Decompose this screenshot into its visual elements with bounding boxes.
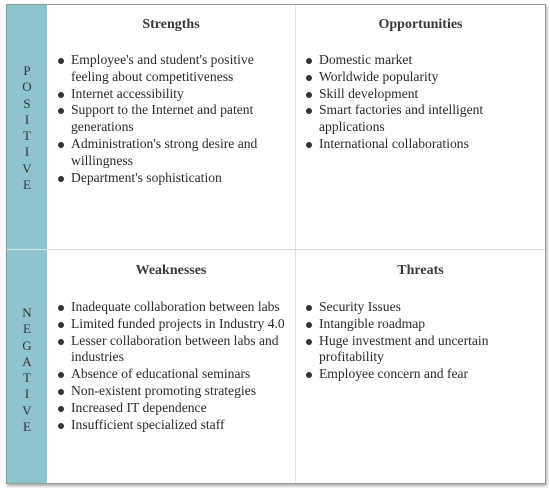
positive-label bbox=[7, 63, 47, 193]
list-item-text: Intangible roadmap bbox=[319, 315, 426, 331]
negative-letter: E bbox=[23, 321, 31, 337]
list-item-text: Absence of educational seminars bbox=[71, 366, 251, 382]
positive-letter: V bbox=[22, 160, 32, 176]
positive-letter: O bbox=[22, 79, 32, 95]
list-item bbox=[57, 299, 289, 316]
weaknesses-title: Weaknesses bbox=[135, 263, 207, 278]
list-item bbox=[305, 316, 541, 333]
list-item-text: Employee concern and fear bbox=[319, 366, 469, 382]
list-item-text: International collaborations bbox=[319, 135, 469, 151]
bullet-icon bbox=[306, 322, 312, 328]
list-item bbox=[305, 102, 541, 136]
bullet-icon bbox=[58, 322, 64, 328]
bullet-icon bbox=[58, 305, 64, 311]
negative-letter: G bbox=[22, 337, 32, 353]
bullet-icon bbox=[306, 58, 312, 64]
bullet-icon bbox=[58, 108, 64, 114]
positive-letter: P bbox=[23, 63, 31, 78]
list-item bbox=[57, 417, 289, 434]
list-item-text: Huge investment and uncertain profitability bbox=[319, 332, 489, 365]
negative-letter: E bbox=[23, 419, 31, 435]
bullet-icon bbox=[58, 176, 64, 182]
positive-letter: E bbox=[23, 177, 31, 193]
list-item-text: Domestic market bbox=[319, 52, 413, 67]
negative-letter: I bbox=[24, 386, 30, 402]
bullet-icon bbox=[58, 372, 64, 378]
bullet-icon bbox=[306, 372, 312, 378]
threats-list bbox=[305, 299, 541, 383]
list-item bbox=[305, 136, 541, 153]
list-item-text: Administration's strong desire and willingness bbox=[71, 135, 258, 168]
negative-label bbox=[7, 305, 47, 435]
list-item-text: Worldwide popularity bbox=[319, 68, 439, 84]
positive-letter: I bbox=[24, 144, 30, 160]
list-item bbox=[57, 102, 289, 136]
opportunities-title: Opportunities bbox=[378, 17, 463, 32]
opportunities-list bbox=[305, 52, 541, 153]
list-item bbox=[57, 316, 289, 333]
list-item-text: Limited funded projects in Industry 4.0 bbox=[71, 315, 285, 331]
list-item bbox=[57, 366, 289, 383]
vertical-divider bbox=[295, 5, 296, 483]
negative-sidebar bbox=[7, 250, 47, 483]
positive-letter: T bbox=[23, 128, 31, 144]
list-item bbox=[305, 86, 541, 103]
list-item-text: Internet accessibility bbox=[71, 85, 184, 101]
list-item-text: Lesser collaboration between labs and industries bbox=[71, 332, 279, 365]
threats-title: Threats bbox=[397, 263, 444, 278]
bullet-icon bbox=[58, 423, 64, 429]
strengths-title: Strengths bbox=[142, 17, 200, 32]
list-item-text: Department's sophistication bbox=[71, 169, 222, 185]
list-item-text: Smart factories and intelligent applications bbox=[319, 102, 484, 135]
swot-matrix bbox=[6, 4, 546, 484]
list-item bbox=[57, 333, 289, 367]
bullet-icon bbox=[306, 305, 312, 311]
bullet-icon bbox=[58, 406, 64, 412]
list-item-text: Security Issues bbox=[319, 299, 401, 314]
list-item-text: Insufficient specialized staff bbox=[71, 416, 225, 432]
list-item bbox=[305, 299, 541, 316]
negative-letter: V bbox=[22, 402, 32, 418]
bullet-icon bbox=[58, 58, 64, 64]
strengths-list bbox=[57, 52, 289, 186]
bullet-icon bbox=[306, 92, 312, 98]
positive-letter: S bbox=[23, 95, 31, 111]
list-item bbox=[305, 366, 541, 383]
bullet-icon bbox=[58, 389, 64, 395]
negative-letter: N bbox=[22, 305, 32, 320]
bullet-icon bbox=[306, 142, 312, 148]
list-item-text: Non-existent promoting strategies bbox=[71, 382, 256, 398]
list-item bbox=[305, 333, 541, 367]
bullet-icon bbox=[306, 108, 312, 114]
list-item-text: Employee's and student's positive feeling about competitiveness bbox=[71, 52, 254, 84]
bullet-icon bbox=[58, 92, 64, 98]
list-item bbox=[57, 400, 289, 417]
list-item-text: Increased IT dependence bbox=[71, 399, 207, 415]
horizontal-divider bbox=[47, 249, 545, 250]
list-item-text: Inadequate collaboration between labs bbox=[71, 299, 280, 314]
bullet-icon bbox=[58, 339, 64, 345]
list-item bbox=[305, 52, 541, 69]
list-item-text: Support to the Internet and patent generations bbox=[71, 102, 254, 135]
bullet-icon bbox=[58, 142, 64, 148]
list-item bbox=[57, 52, 289, 86]
list-item bbox=[57, 170, 289, 187]
weaknesses-list bbox=[57, 299, 289, 433]
positive-letter: I bbox=[24, 111, 30, 127]
negative-letter: T bbox=[23, 370, 31, 386]
list-item bbox=[57, 86, 289, 103]
list-item bbox=[57, 383, 289, 400]
list-item bbox=[57, 136, 289, 170]
list-item-text: Skill development bbox=[319, 85, 419, 101]
positive-sidebar bbox=[7, 5, 47, 250]
bullet-icon bbox=[306, 75, 312, 81]
negative-letter: A bbox=[22, 353, 32, 369]
list-item bbox=[305, 69, 541, 86]
bullet-icon bbox=[306, 339, 312, 345]
